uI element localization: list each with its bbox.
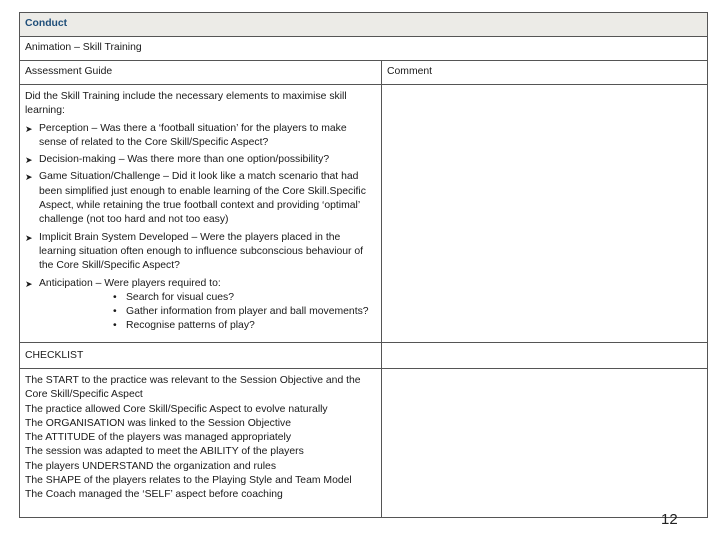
checklist-title: CHECKLIST bbox=[20, 343, 382, 369]
checklist-item: The practice allowed Core Skill/Specific Aspect to evolve naturally bbox=[25, 403, 328, 415]
header-row bbox=[20, 13, 708, 37]
checklist-item: The players UNDERSTAND the organization and rules bbox=[25, 460, 277, 472]
arrow-bullet-icon: ➤ bbox=[25, 155, 33, 166]
section-row bbox=[20, 37, 708, 61]
guide-row bbox=[20, 85, 708, 343]
checklist-header-row bbox=[20, 343, 708, 369]
list-item: • Search for visual cues? bbox=[113, 291, 376, 305]
checklist-blank-cell bbox=[382, 343, 708, 369]
checklist-item: The ORGANISATION was linked to the Session Objective bbox=[25, 417, 292, 429]
anticipation-sublist bbox=[39, 291, 376, 334]
arrow-bullet-icon: ➤ bbox=[25, 232, 33, 243]
comment-header: Comment bbox=[382, 61, 708, 85]
checklist-cell bbox=[20, 369, 382, 518]
arrow-bullet-icon: ➤ bbox=[25, 123, 33, 134]
checklist-row bbox=[20, 369, 708, 518]
checklist-item: The ATTITUDE of the players was managed appropriately bbox=[25, 432, 292, 444]
checklist-comment-cell[interactable] bbox=[382, 369, 708, 518]
checklist-item: The session was adapted to meet the ABILITY of the players bbox=[25, 446, 304, 458]
dot-bullet-icon: • bbox=[113, 291, 117, 303]
checklist-item: The Coach managed the ‘SELF’ aspect before coaching bbox=[25, 489, 283, 501]
header-cell bbox=[20, 13, 708, 37]
page-number: 12 bbox=[661, 511, 678, 528]
dot-bullet-icon: • bbox=[113, 306, 117, 318]
list-item: ➤ Game Situation/Challenge – Did it look like a match scenario that had been simplified just enough to enable learning of the Core Skill.Specific Aspect, while retaining the true football context and providing ‘optimal’ challenge (not too hard and not too easy) bbox=[25, 171, 366, 226]
guide-list bbox=[25, 122, 376, 334]
dot-bullet-icon: • bbox=[113, 320, 117, 332]
list-item: • Recognise patterns of play? bbox=[113, 319, 376, 333]
list-item: ➤ Anticipation – Were players required to: • Search for visual cues? • Gather information from player and ball movements? • Recognise patterns of play? bbox=[25, 277, 376, 334]
checklist-item: The SHAPE of the players relates to the Playing Style and Team Model bbox=[25, 475, 352, 487]
list-item: • Gather information from player and ball movements? bbox=[113, 305, 376, 319]
checklist-item: The START to the practice was relevant to the Session Objective and the Core Skill/Specific Aspect bbox=[25, 375, 361, 401]
list-item: ➤ Implicit Brain System Developed – Were the players placed in the learning situation often enough to influence subconscious behaviour of the Core Skill/Specific Aspect? bbox=[25, 231, 364, 272]
guide-intro: Did the Skill Training include the necessary elements to maximise skill learning: bbox=[25, 91, 347, 117]
guide-cell bbox=[20, 85, 382, 343]
column-header-row bbox=[20, 61, 708, 85]
conduct-title: Conduct bbox=[25, 18, 68, 29]
arrow-bullet-icon: ➤ bbox=[25, 172, 33, 183]
assessment-guide-header: Assessment Guide bbox=[20, 61, 382, 85]
list-item: ➤ Decision-making – Was there more than one option/possibility? bbox=[25, 153, 376, 167]
comment-cell[interactable] bbox=[382, 85, 708, 343]
assessment-table bbox=[19, 12, 708, 518]
arrow-bullet-icon: ➤ bbox=[25, 278, 33, 289]
section-title: Animation – Skill Training bbox=[20, 37, 708, 61]
list-item: ➤ Perception – Was there a ‘football situation’ for the players to make sense of related to the Core Skill/Specific Aspect? bbox=[25, 122, 347, 148]
